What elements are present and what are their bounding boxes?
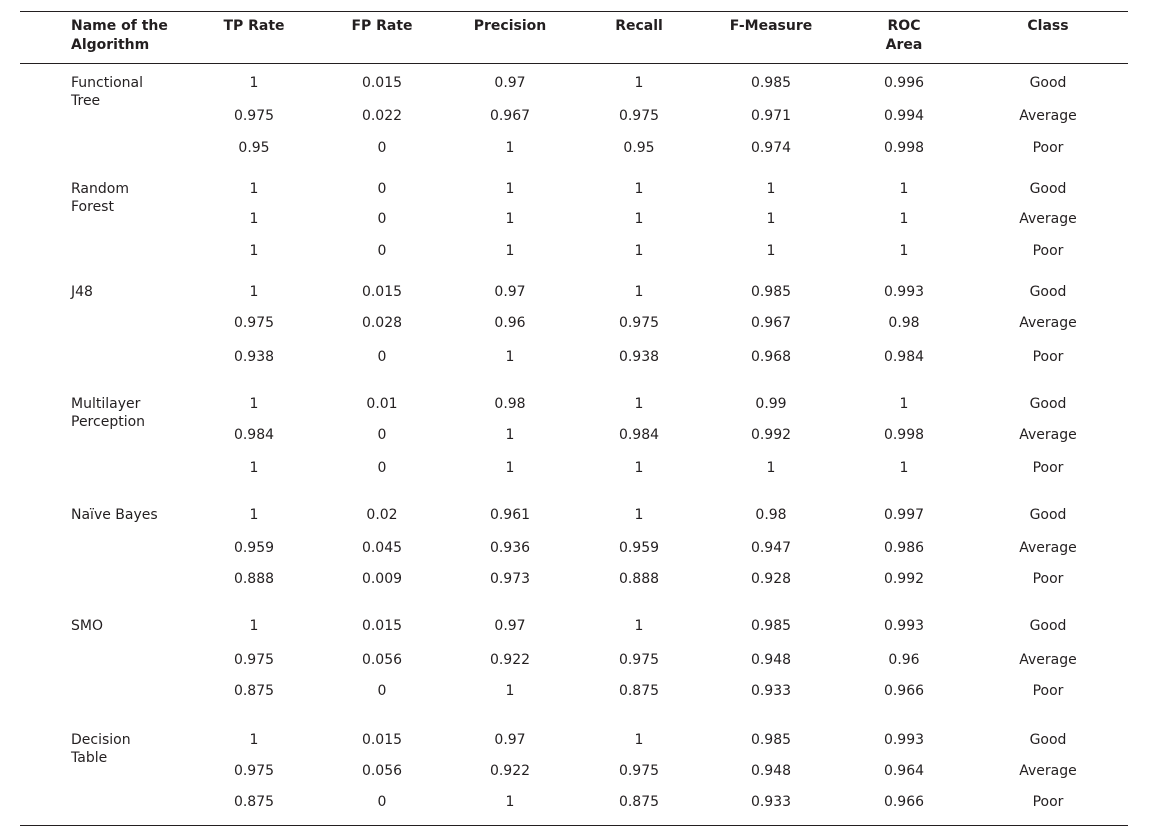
class-cell: Good — [1029, 284, 1067, 300]
header-roc-line2: Area — [885, 37, 923, 53]
algorithm-name: SMO — [71, 618, 103, 634]
header-fp-rate: FP Rate — [351, 18, 413, 34]
class-cell: Poor — [1032, 571, 1064, 587]
metric-cell: 0.922 — [489, 652, 531, 668]
class-cell: Good — [1029, 75, 1067, 91]
metric-cell: 0.984 — [233, 427, 275, 443]
algorithm-name: Tree — [71, 93, 101, 109]
class-cell: Average — [1019, 763, 1077, 779]
header-precision: Precision — [473, 18, 547, 34]
metric-cell: 1 — [249, 75, 259, 91]
metric-cell: 0.875 — [618, 683, 660, 699]
metric-cell: 1 — [505, 211, 515, 227]
metric-cell: 0.015 — [361, 732, 403, 748]
class-cell: Average — [1019, 315, 1077, 331]
metric-cell: 0.974 — [750, 140, 792, 156]
metric-cell: 0.986 — [883, 540, 925, 556]
class-cell: Poor — [1032, 683, 1064, 699]
metric-cell: 1 — [899, 396, 909, 412]
header-class: Class — [1027, 18, 1069, 34]
metric-cell: 0.994 — [883, 108, 925, 124]
metric-cell: 1 — [899, 460, 909, 476]
algorithm-name: Naïve Bayes — [71, 507, 158, 523]
metric-cell: 0.015 — [361, 618, 403, 634]
metric-cell: 0.98 — [888, 315, 920, 331]
top-rule — [20, 11, 1128, 12]
metric-cell: 1 — [766, 243, 776, 259]
metric-cell: 0.985 — [750, 75, 792, 91]
metric-cell: 0.985 — [750, 732, 792, 748]
metric-cell: 1 — [249, 618, 259, 634]
metric-cell: 0.992 — [883, 571, 925, 587]
metric-cell: 0.95 — [623, 140, 655, 156]
metric-cell: 1 — [899, 211, 909, 227]
metric-cell: 1 — [505, 140, 515, 156]
metric-cell: 0 — [377, 243, 387, 259]
class-cell: Poor — [1032, 140, 1064, 156]
metric-cell: 0.022 — [361, 108, 403, 124]
metric-cell: 1 — [899, 243, 909, 259]
metric-cell: 0.98 — [494, 396, 526, 412]
class-cell: Poor — [1032, 460, 1064, 476]
header-tp-rate: TP Rate — [223, 18, 285, 34]
metric-cell: 0 — [377, 427, 387, 443]
algorithm-name: Functional — [71, 75, 144, 91]
class-cell: Poor — [1032, 794, 1064, 810]
metric-cell: 1 — [634, 243, 644, 259]
metric-cell: 0.975 — [618, 315, 660, 331]
metric-cell: 0.99 — [755, 396, 787, 412]
class-cell: Good — [1029, 181, 1067, 197]
metric-cell: 0.02 — [366, 507, 398, 523]
algorithm-name: Forest — [71, 199, 114, 215]
algorithm-name: Multilayer — [71, 396, 141, 412]
metric-cell: 0.948 — [750, 652, 792, 668]
bottom-rule — [20, 825, 1128, 826]
metric-cell: 0.985 — [750, 284, 792, 300]
metric-cell: 0.96 — [888, 652, 920, 668]
metric-cell: 1 — [766, 460, 776, 476]
metric-cell: 0.98 — [755, 507, 787, 523]
class-cell: Good — [1029, 618, 1067, 634]
metric-cell: 0.975 — [618, 108, 660, 124]
metric-cell: 1 — [899, 181, 909, 197]
metric-cell: 1 — [249, 284, 259, 300]
algorithm-name: Decision — [71, 732, 131, 748]
metric-cell: 0 — [377, 794, 387, 810]
metric-cell: 0.922 — [489, 763, 531, 779]
metric-cell: 0.875 — [233, 794, 275, 810]
header-name-line2: Algorithm — [71, 37, 150, 53]
metric-cell: 1 — [505, 243, 515, 259]
metric-cell: 1 — [634, 211, 644, 227]
metric-cell: 0.975 — [618, 652, 660, 668]
metric-cell: 0.938 — [618, 349, 660, 365]
metric-cell: 1 — [249, 396, 259, 412]
class-cell: Poor — [1032, 349, 1064, 365]
metric-cell: 0.973 — [489, 571, 531, 587]
metric-cell: 0.933 — [750, 683, 792, 699]
metric-cell: 0.961 — [489, 507, 531, 523]
metric-cell: 1 — [634, 507, 644, 523]
metric-cell: 0.964 — [883, 763, 925, 779]
metric-cell: 0.97 — [494, 732, 526, 748]
metric-cell: 1 — [634, 75, 644, 91]
metric-cell: 0.97 — [494, 75, 526, 91]
metric-cell: 0.998 — [883, 140, 925, 156]
metric-cell: 0.993 — [883, 732, 925, 748]
metric-cell: 1 — [766, 211, 776, 227]
metric-cell: 1 — [505, 427, 515, 443]
metric-cell: 0.992 — [750, 427, 792, 443]
metric-cell: 0 — [377, 211, 387, 227]
metric-cell: 0.009 — [361, 571, 403, 587]
metric-cell: 1 — [249, 460, 259, 476]
metric-cell: 1 — [634, 396, 644, 412]
metric-cell: 0.984 — [883, 349, 925, 365]
class-cell: Average — [1019, 427, 1077, 443]
header-rule — [20, 63, 1128, 64]
metric-cell: 1 — [249, 732, 259, 748]
metric-cell: 1 — [505, 349, 515, 365]
header-name-line1: Name of the — [71, 18, 168, 34]
class-cell: Average — [1019, 652, 1077, 668]
metric-cell: 1 — [249, 243, 259, 259]
metric-cell: 1 — [634, 618, 644, 634]
metric-cell: 1 — [505, 460, 515, 476]
algorithm-name: Random — [71, 181, 129, 197]
metric-cell: 0.967 — [750, 315, 792, 331]
metric-cell: 0.933 — [750, 794, 792, 810]
metric-cell: 0.015 — [361, 284, 403, 300]
metric-cell: 0.875 — [618, 794, 660, 810]
algorithm-name: Table — [71, 750, 108, 766]
class-cell: Good — [1029, 507, 1067, 523]
metric-cell: 0.97 — [494, 284, 526, 300]
metric-cell: 1 — [766, 181, 776, 197]
metric-cell: 0.936 — [489, 540, 531, 556]
metric-cell: 0.967 — [489, 108, 531, 124]
metric-cell: 1 — [249, 211, 259, 227]
metric-cell: 0.975 — [233, 763, 275, 779]
metric-cell: 0.984 — [618, 427, 660, 443]
metric-cell: 1 — [249, 507, 259, 523]
header-recall: Recall — [615, 18, 663, 34]
metric-cell: 0.028 — [361, 315, 403, 331]
metric-cell: 0.045 — [361, 540, 403, 556]
metric-cell: 0.966 — [883, 794, 925, 810]
class-cell: Average — [1019, 108, 1077, 124]
metric-cell: 1 — [505, 181, 515, 197]
algorithm-name: J48 — [71, 284, 93, 300]
class-cell: Poor — [1032, 243, 1064, 259]
metric-cell: 0 — [377, 683, 387, 699]
metric-cell: 0.95 — [238, 140, 270, 156]
metric-cell: 1 — [634, 732, 644, 748]
algorithm-name: Perception — [71, 414, 146, 430]
metric-cell: 0.996 — [883, 75, 925, 91]
metric-cell: 0.975 — [618, 763, 660, 779]
class-cell: Good — [1029, 732, 1067, 748]
metric-cell: 0.971 — [750, 108, 792, 124]
header-f-measure: F-Measure — [729, 18, 813, 34]
metric-cell: 1 — [634, 460, 644, 476]
metric-cell: 0.888 — [233, 571, 275, 587]
metric-cell: 0.015 — [361, 75, 403, 91]
metric-cell: 0.97 — [494, 618, 526, 634]
metric-cell: 0.888 — [618, 571, 660, 587]
metric-cell: 0.959 — [233, 540, 275, 556]
metric-cell: 0.928 — [750, 571, 792, 587]
metric-cell: 0.968 — [750, 349, 792, 365]
metric-cell: 0 — [377, 181, 387, 197]
metric-cell: 0.948 — [750, 763, 792, 779]
metric-cell: 0.975 — [233, 108, 275, 124]
metric-cell: 0.985 — [750, 618, 792, 634]
metric-cell: 0.975 — [233, 652, 275, 668]
metric-cell: 0.01 — [366, 396, 398, 412]
metric-cell: 0.938 — [233, 349, 275, 365]
metric-cell: 0.993 — [883, 618, 925, 634]
metric-cell: 0 — [377, 140, 387, 156]
metric-cell: 0.056 — [361, 652, 403, 668]
metric-cell: 0 — [377, 349, 387, 365]
metric-cell: 1 — [505, 794, 515, 810]
header-roc-line1: ROC — [887, 18, 921, 34]
metric-cell: 0.947 — [750, 540, 792, 556]
metric-cell: 0.875 — [233, 683, 275, 699]
metric-cell: 0.96 — [494, 315, 526, 331]
class-cell: Good — [1029, 396, 1067, 412]
class-cell: Average — [1019, 540, 1077, 556]
metric-cell: 1 — [505, 683, 515, 699]
metric-cell: 0.975 — [233, 315, 275, 331]
metric-cell: 0.966 — [883, 683, 925, 699]
class-cell: Average — [1019, 211, 1077, 227]
metric-cell: 1 — [634, 284, 644, 300]
metric-cell: 0 — [377, 460, 387, 476]
metric-cell: 1 — [249, 181, 259, 197]
metric-cell: 0.959 — [618, 540, 660, 556]
metric-cell: 0.998 — [883, 427, 925, 443]
metric-cell: 1 — [634, 181, 644, 197]
metric-cell: 0.056 — [361, 763, 403, 779]
metric-cell: 0.993 — [883, 284, 925, 300]
metric-cell: 0.997 — [883, 507, 925, 523]
